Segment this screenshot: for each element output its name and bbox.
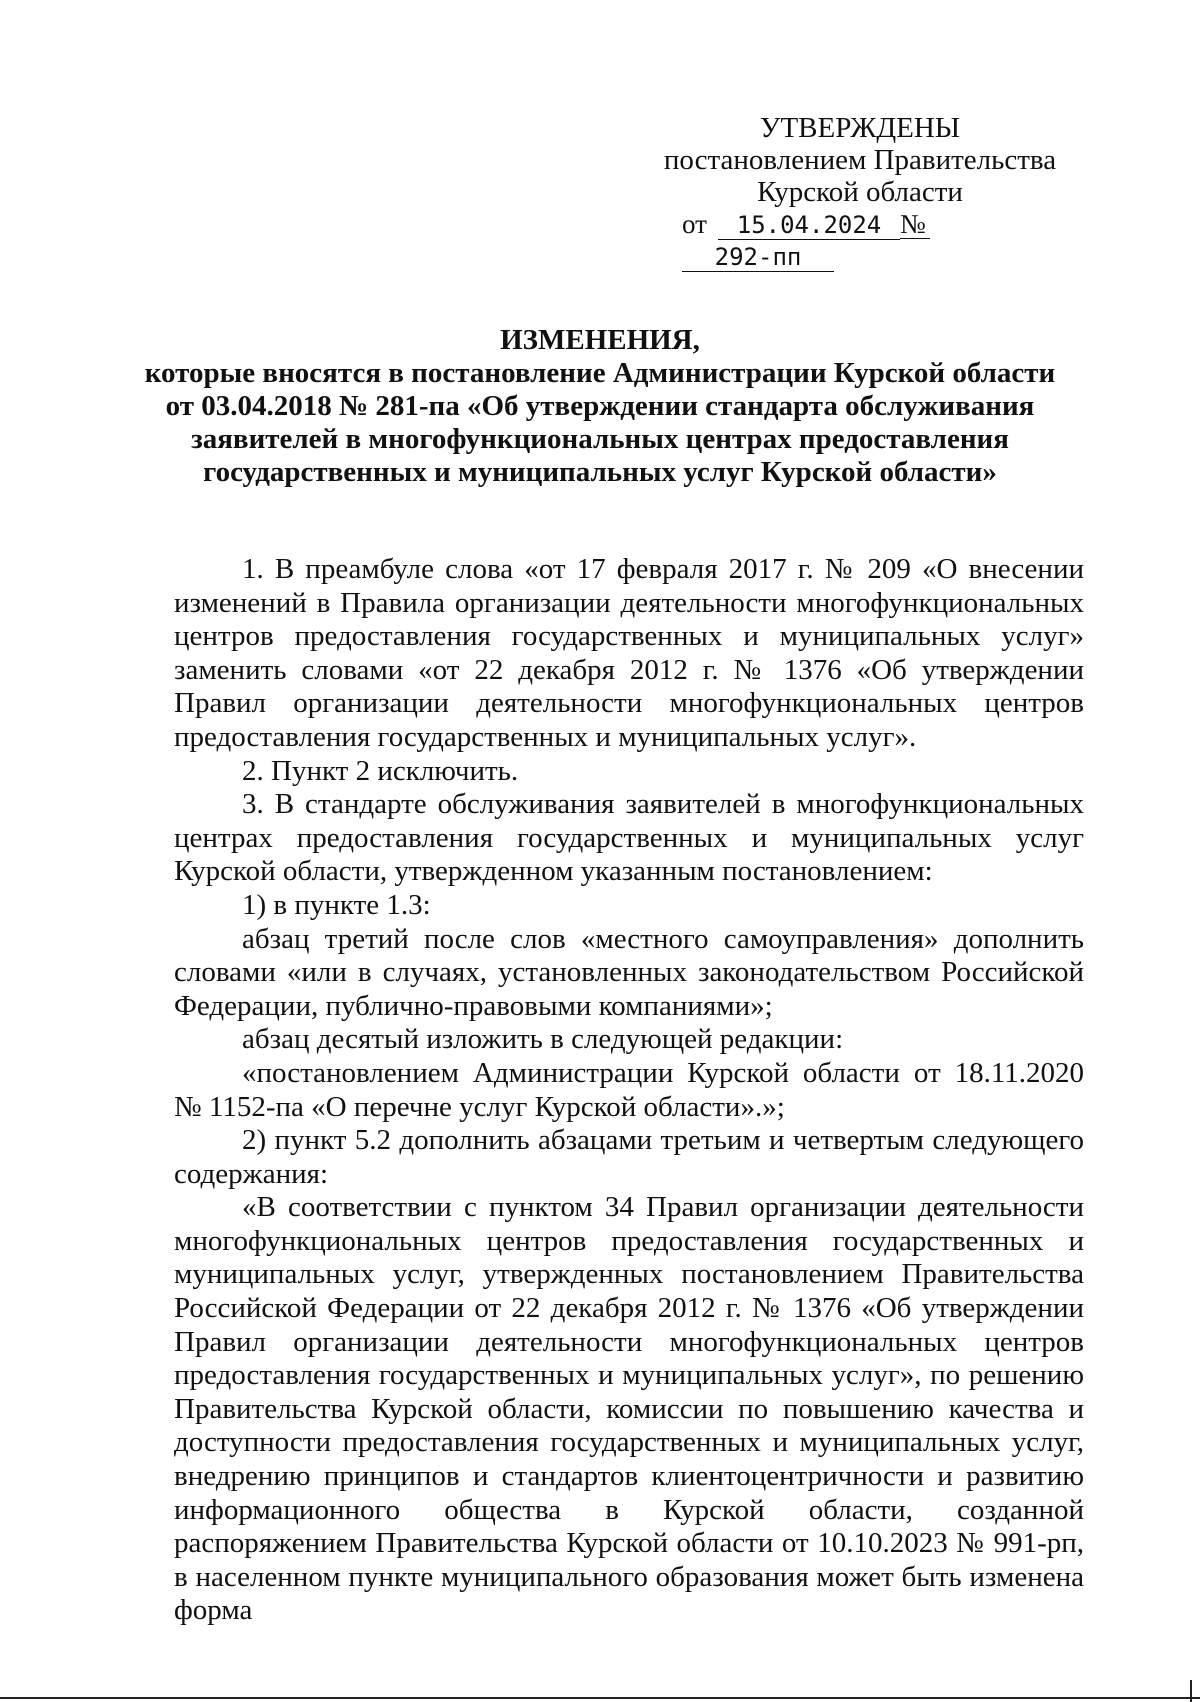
document-body bbox=[174, 553, 1084, 1628]
approval-date: 15.04.2024 bbox=[718, 211, 900, 240]
number-sign: № bbox=[900, 210, 930, 239]
paragraph: абзац десятый изложить в следующей редакции: bbox=[242, 1023, 844, 1056]
approval-issuer: постановлением Правительства bbox=[663, 144, 1057, 176]
approval-block bbox=[640, 112, 1080, 272]
approval-number: 292-пп bbox=[682, 243, 834, 272]
title-line: от 03.04.2018 № 281-па «Об утверждении стандарта обслуживания bbox=[165, 390, 1035, 422]
paragraph: 1. В преамбуле слова «от 17 февраля 2017 г. № 209 «О внесении изменений в Правила организации деятельности многофункциональных центров предоставления государственных и муниципальных услуг» заменить словами «от 22 декабря 2012 г. № 1376 «Об утверждении Правил организации деятельности многофункциональных центров предоставления государственных и муниципальных услуг». bbox=[174, 553, 1084, 753]
date-prefix: от bbox=[682, 209, 707, 239]
paragraph: 1) в пункте 1.3: bbox=[242, 888, 431, 921]
title-heading: ИЗМЕНЕНИЯ, bbox=[500, 324, 700, 356]
approval-date-line bbox=[682, 208, 1080, 272]
title-line: государственных и муниципальных услуг Курской области» bbox=[203, 456, 997, 488]
paragraph: 2) пункт 5.2 дополнить абзацами третьим и четвертым следующего содержания: bbox=[174, 1124, 1084, 1190]
paragraph: 3. В стандарте обслуживания заявителей в многофункциональных центрах предоставления государственных и муниципальных услуг Курской области, утвержденном указанным постановлением: bbox=[174, 788, 1084, 888]
paragraph: абзац третий после слов «местного самоуправления» дополнить словами «или в случаях, установленных законодательством Российской Федерации, публично-правовыми компаниями»; bbox=[174, 922, 1084, 1022]
scan-bottom-edge bbox=[0, 1697, 1200, 1699]
paragraph: 2. Пункт 2 исключить. bbox=[242, 754, 519, 787]
approval-heading: УТВЕРЖДЕНЫ bbox=[759, 112, 961, 144]
approval-region: Курской области bbox=[757, 176, 963, 208]
document-title bbox=[130, 324, 1070, 489]
paragraph: «В соответствии с пунктом 34 Правил организации деятельности многофункциональных центров предоставления государственных и муниципальных услуг, утвержденных постановлением Правительства Российской Федерации от 22 декабря 2012 г. № 1376 «Об утверждении Правил организации деятельности многофункциональных центров предоставления государственных и муниципальных услуг», по решению Правительства Курской области, комиссии по повышению качества и доступности предоставления государственных и муниципальных услуг, внедрению принципов и стандартов клиентоцентричности и развитию информационного общества в Курской области, созданной распоряжением Правительства Курской области от 10.10.2023 № 991-рп, в населенном пункте муниципального образования может быть изменена форма bbox=[174, 1191, 1084, 1627]
paragraph: «постановлением Администрации Курской области от 18.11.2020 № 1152-па «О перечне услуг Курской области».»; bbox=[174, 1056, 1084, 1123]
title-line: которые вносятся в постановление Администрации Курской области bbox=[144, 357, 1056, 389]
title-line: заявителей в многофункциональных центрах предоставления bbox=[191, 423, 1009, 455]
